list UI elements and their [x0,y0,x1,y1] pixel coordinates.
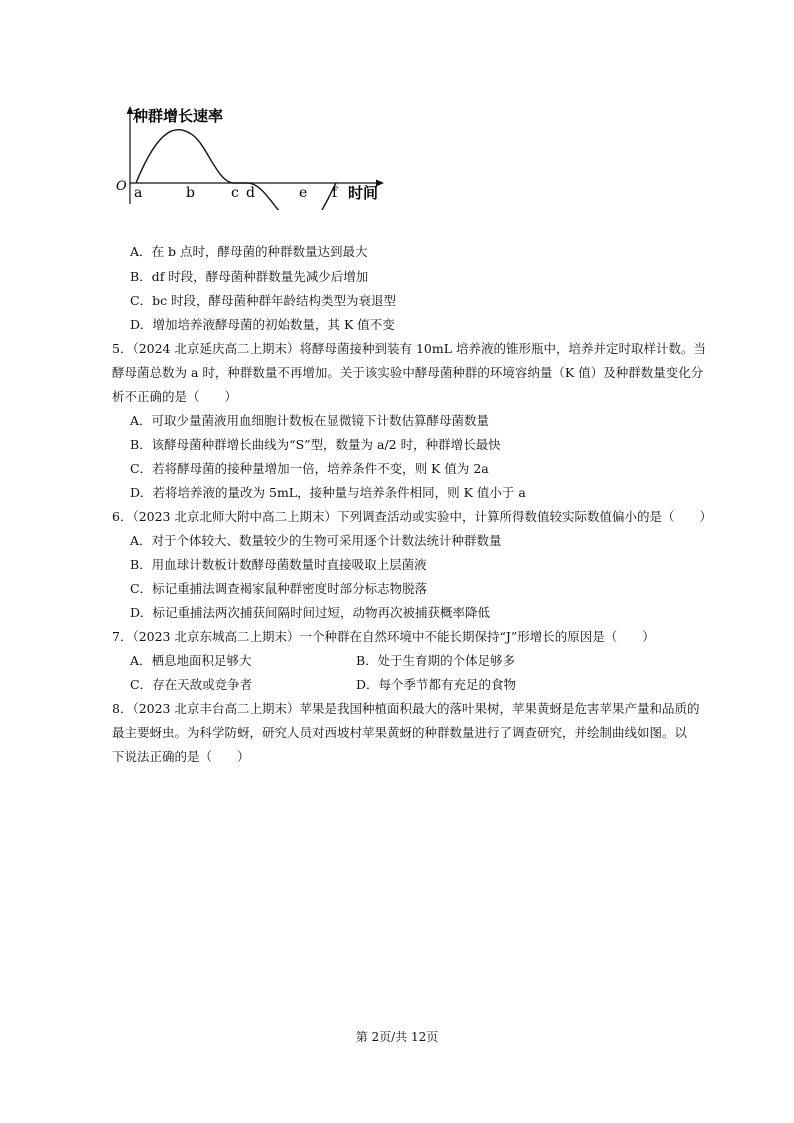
q5-stem-line-3: 析不正确的是（ ） [112,389,238,404]
q5-stem-line-2: 酵母菌总数为 a 时，种群数量不再增加。关于该实验中酵母菌种群的环境容纳量（K 值）及种群数量变化分 [112,365,704,380]
point-label-d: d [246,185,255,201]
y-axis-label: 种群增长速率 [133,107,224,125]
x-axis-label: 时间 [348,184,379,202]
q7-option-row-2 [130,676,517,694]
point-label-b: b [186,185,195,201]
q7-option-b: B．处于生育期的个体足够多 [356,653,516,668]
q8-stem-line-3: 下说法正确的是（ ） [112,749,250,764]
q6-option-a: A．对于个体较大、数量较少的生物可采用逐个计数法统计种群数量 [130,533,502,548]
q6-option-d: D．标记重捕法两次捕获间隔时间过短，动物再次被捕获概率降低 [130,605,491,620]
point-label-a: a [134,185,143,201]
q6-option-b: B．用血球计数板计数酵母菌数量时直接吸取上层菌液 [130,557,427,572]
q5-stem-line-1: 5．（2024 北京延庆高二上期末）将酵母菌接种到装有 10mL 培养液的锥形瓶中，培养并定时取样计数。当 [112,341,706,356]
q7-option-a: A．栖息地面积足够大 [130,653,252,668]
q5-option-b: B．该酵母菌种群增长曲线为“S”型，数量为 a/2 时，种群增长最快 [130,437,501,452]
q6-stem-line-1: 6．（2023 北京北师大附中高二上期末）下列调查活动或实验中，计算所得数值较实际数值偏小的是（ ） [112,509,712,524]
q6-option-c: C．标记重捕法调查褐家鼠种群密度时部分标志物脱落 [130,581,428,596]
q5-option-a: A．可取少量菌液用血细胞计数板在显微镜下计数估算酵母菌数量 [130,413,490,428]
q5-option-c: C．若将酵母菌的接种量增加一倍，培养条件不变，则 K 值为 2a [130,461,489,476]
q4-option-d: D．增加培养液酵母菌的初始数量，其 K 值不变 [130,317,395,332]
q7-option-c: C．存在天敌或竞争者 [130,677,253,692]
q5-option-d: D．若将培养液的量改为 5mL，接种量与培养条件相同，则 K 值小于 a [130,485,526,500]
q4-option-b: B．df 时段，酵母菌种群数量先减少后增加 [130,269,369,284]
point-label-f: f [332,185,338,201]
point-label-e: e [299,185,308,201]
q8-stem-line-1: 8．（2023 北京丰台高二上期末）苹果是我国种植面积最大的落叶果树，苹果黄蚜是危害苹果产量和品质的 [112,701,700,716]
q4-option-c: C．bc 时段，酵母菌种群年龄结构类型为衰退型 [130,293,397,308]
origin-label: O [116,179,127,194]
growth-rate-figure [112,104,392,210]
q7-option-d: D．每个季节都有充足的食物 [356,677,517,692]
page-footer: 第 2页/共 12页 [355,1030,439,1044]
q7-option-row-1 [130,652,516,670]
q4-option-a: A．在 b 点时，酵母菌的种群数量达到最大 [130,244,368,259]
point-label-c: c [231,185,239,201]
q8-stem-line-2: 最主要蚜虫。为科学防蚜，研究人员对西坡村苹果黄蚜的种群数量进行了调查研究，并绘制曲线如图。以 [112,725,688,740]
q7-stem-line-1: 7．（2023 北京东城高二上期末）一个种群在自然环境中不能长期保持“J”形增长的原因是（ ） [112,629,655,644]
